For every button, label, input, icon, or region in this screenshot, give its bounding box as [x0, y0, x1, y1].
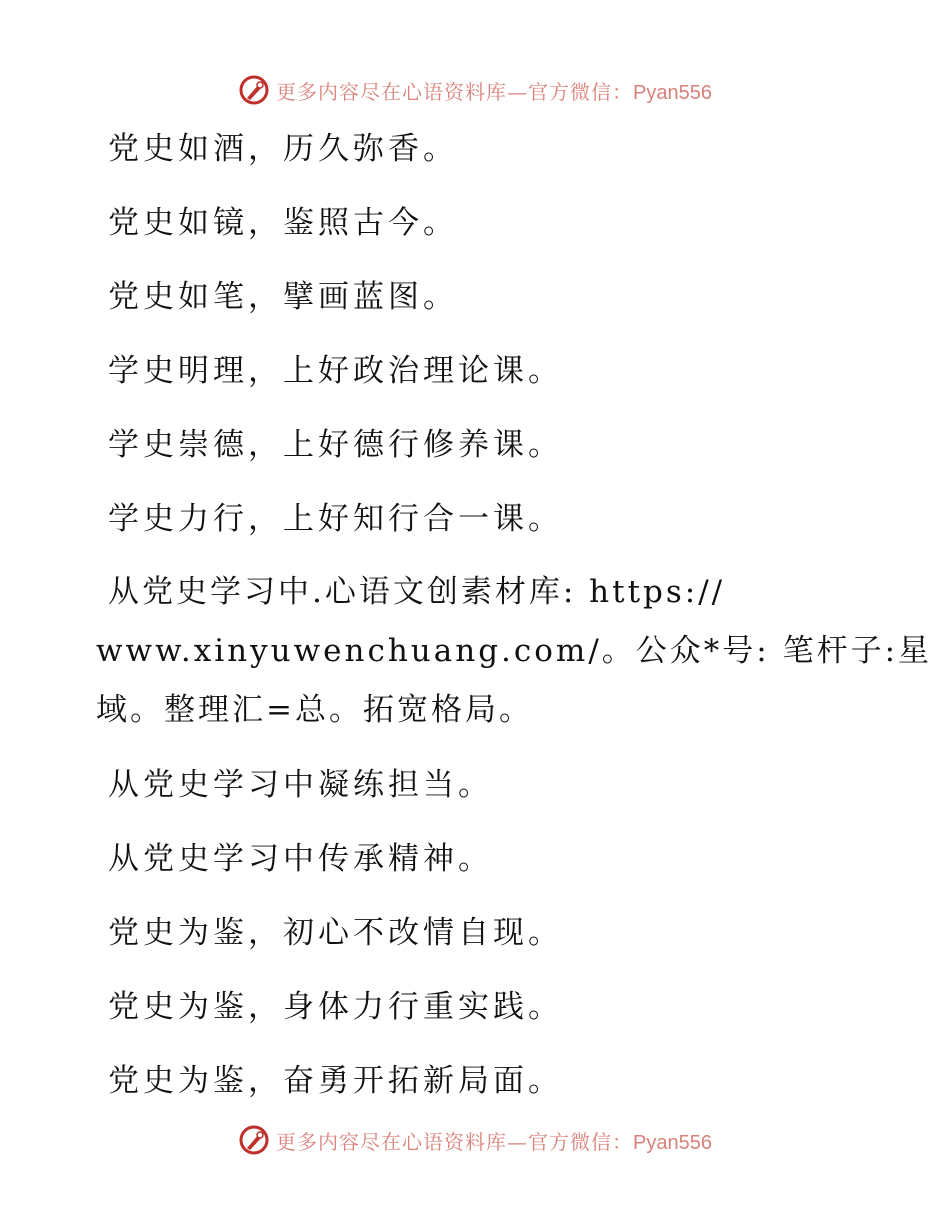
paragraph-line-2: www.xinyuwenchuang.com/。公众*号: 笔杆子:星 — [96, 633, 933, 669]
source-paragraph — [96, 556, 933, 748]
text-line: 党史如镜，鉴照古今。 — [108, 205, 458, 241]
text-line: 党史为鉴，身体力行重实践。 — [108, 989, 563, 1025]
pen-logo-icon — [238, 74, 270, 106]
header-brand-text: 更多内容尽在心语资料库—官方微信：Pyan556 — [276, 79, 712, 104]
header-wechat-id: Pyan556 — [633, 81, 712, 104]
text-line: 党史为鉴，初心不改情自现。 — [108, 915, 563, 951]
document-body — [96, 112, 933, 1118]
paragraph-line-1: 从党史学习中.心语文创素材库: https:// — [108, 574, 726, 610]
footer-brand-text: 更多内容尽在心语资料库—官方微信：Pyan556 — [276, 1129, 712, 1154]
paragraph-line-3: 域。整理汇=总。拓宽格局。 — [96, 692, 533, 728]
text-line: 党史如酒，历久弥香。 — [108, 131, 458, 167]
text-line: 党史如笔，擘画蓝图。 — [108, 279, 458, 315]
text-line: 党史为鉴，奋勇开拓新局面。 — [108, 1063, 563, 1099]
pen-logo-icon — [238, 1124, 270, 1156]
text-line: 从党史学习中凝练担当。 — [108, 767, 493, 803]
text-line: 从党史学习中传承精神。 — [108, 841, 493, 877]
text-line: 学史力行，上好知行合一课。 — [108, 501, 563, 537]
header-banner — [0, 70, 950, 110]
text-line: 学史明理，上好政治理论课。 — [108, 353, 563, 389]
text-line: 学史崇德，上好德行修养课。 — [108, 427, 563, 463]
footer-wechat-id: Pyan556 — [633, 1131, 712, 1154]
footer-banner — [0, 1120, 950, 1160]
